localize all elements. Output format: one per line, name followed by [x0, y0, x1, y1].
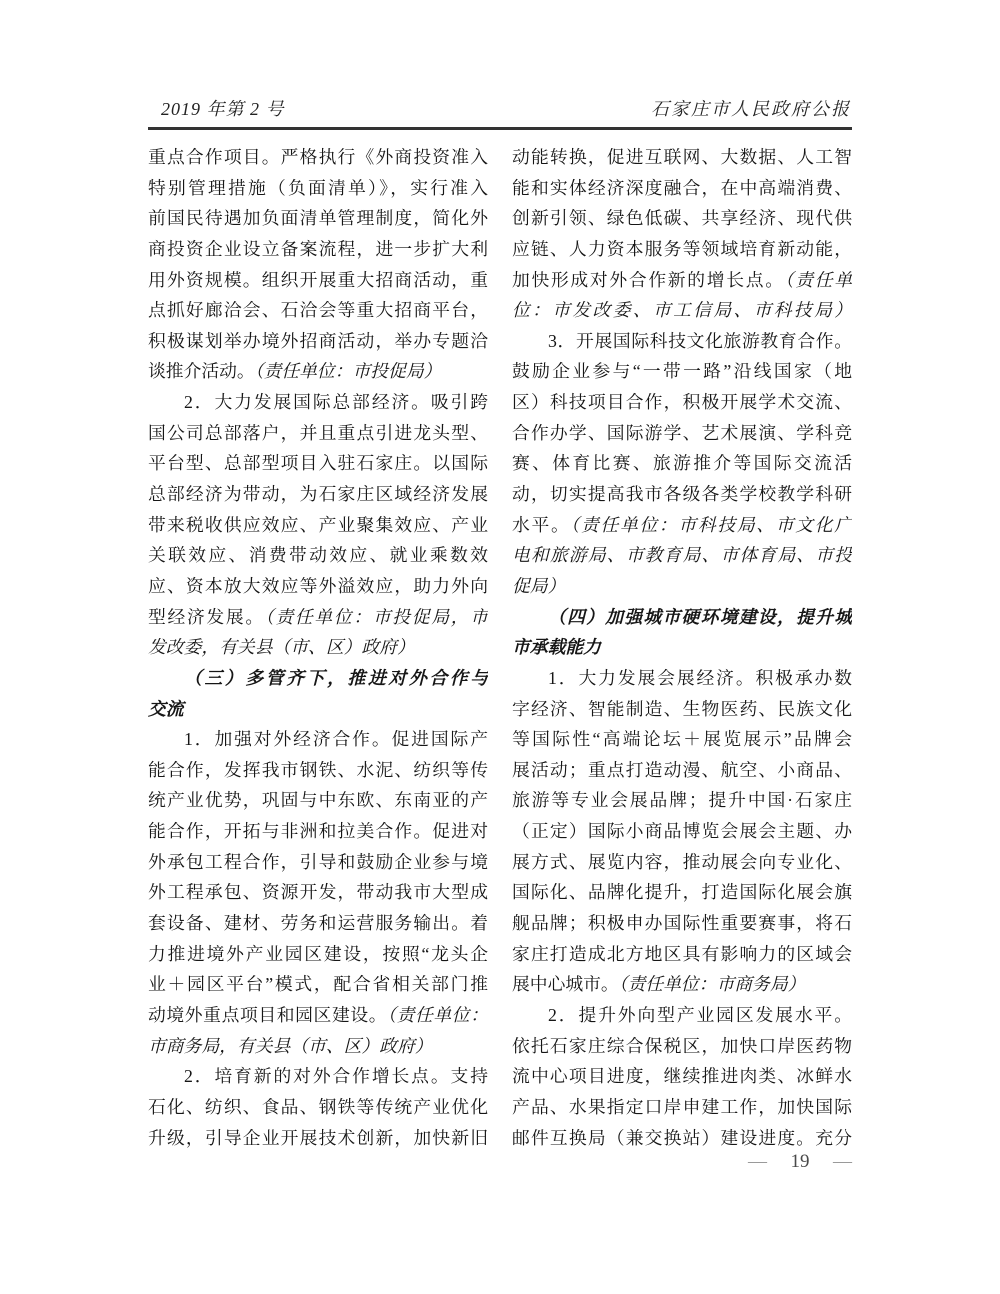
text-line — [148, 877, 488, 908]
body-text-segment: 动，切实提高我市各级各类学校教学科研 — [512, 484, 852, 505]
header-issue-label: 2019 年第 2 号 — [161, 99, 285, 119]
kai-text-segment: （责任单位：市商务局） — [618, 974, 806, 995]
kai-text-segment: 位：市发改委、市工信局、市科技局） — [512, 300, 852, 321]
body-text-segment: 特别管理措施（负面清单）》，实行准入 — [148, 177, 488, 198]
body-text-segment: 用外资规模。组织开展重大招商活动，重 — [148, 269, 488, 290]
body-text-segment: 套设备、建材、劳务和运营服务输出。着 — [148, 913, 488, 934]
text-line — [148, 908, 488, 939]
text-line — [512, 1000, 852, 1031]
text-line — [148, 295, 488, 326]
body-text-segment: 业＋园区平台”模式，配合省相关部门推 — [148, 974, 488, 995]
text-line — [148, 724, 488, 755]
text-line — [512, 142, 852, 173]
text-line — [512, 1031, 852, 1062]
text-line — [512, 510, 852, 541]
footer-page-number — [748, 1150, 852, 1174]
page-number-value: 19 — [790, 1151, 810, 1172]
body-text-segment: 带来税收供应效应、产业聚集效应、产业 — [148, 514, 488, 535]
kai-text-segment: （四）加强城市硬环境建设，提升城 — [548, 606, 852, 627]
body-text-segment: 国公司总部落户，并且重点引进龙头型、 — [148, 422, 488, 443]
body-text-segment: 展中心城市。 — [512, 974, 619, 995]
text-line — [512, 418, 852, 449]
body-text-segment: 国际化、品牌化提升，打造国际化展会旗 — [512, 882, 852, 903]
text-line — [148, 326, 488, 357]
body-text-segment: 等国际性“高端论坛＋展览展示”品牌会 — [512, 729, 852, 750]
text-line — [148, 173, 488, 204]
text-line — [512, 939, 852, 970]
kai-text-segment: （责任单位：市投促局，市 — [264, 606, 488, 627]
text-line — [148, 356, 488, 387]
text-line — [148, 694, 488, 725]
body-text-segment: 平台型、总部型项目入驻石家庄。以国际 — [148, 453, 488, 474]
kai-text-segment: （责任单 — [784, 269, 852, 290]
body-text-segment: 能和实体经济深度融合，在中高端消费、 — [512, 177, 852, 198]
body-text-segment: 点抓好廊洽会、石洽会等重大招商平台， — [148, 300, 488, 321]
header-gazette-title: 石家庄市人民政府公报 — [651, 99, 851, 119]
body-text-segment: 力推进境外产业园区建设，按照“龙头企 — [148, 943, 488, 964]
text-line — [512, 877, 852, 908]
body-text-segment: 谈推介活动。 — [148, 361, 255, 382]
body-text-segment: 能合作，发挥我市钢铁、水泥、纺织等传 — [148, 759, 488, 780]
text-line — [148, 632, 488, 663]
body-text-segment: 能合作，开拓与非洲和拉美合作。促进对 — [148, 821, 488, 842]
body-text-segment: 展方式、展览内容，推动展会向专业化、 — [512, 851, 852, 872]
text-line — [512, 632, 852, 663]
text-line — [512, 602, 852, 633]
kai-text-segment: 促局） — [512, 575, 566, 596]
text-line — [512, 969, 852, 1000]
text-line — [148, 540, 488, 571]
body-text-segment: 旅游等专业会展品牌；提升中国·石家庄 — [512, 790, 852, 811]
text-line — [512, 816, 852, 847]
text-line — [148, 234, 488, 265]
body-text-segment: 外工程承包、资源开发，带动我市大型成 — [148, 882, 488, 903]
kai-text-segment: （责任单位：市科技局、市文化广 — [570, 514, 852, 535]
body-text-segment: 动能转换，促进互联网、大数据、人工智 — [512, 147, 852, 167]
body-text-segment: 重点合作项目。严格执行《外商投资准入 — [148, 147, 488, 167]
text-line — [512, 1061, 852, 1092]
text-line — [148, 1000, 488, 1031]
text-line — [148, 479, 488, 510]
text-line — [148, 1031, 488, 1062]
kai-text-segment: 市商务局，有关县（市、区）政府） — [148, 1035, 433, 1056]
text-line — [148, 755, 488, 786]
body-text-segment: 动境外重点项目和园区建设。 — [148, 1004, 388, 1025]
text-line — [512, 234, 852, 265]
body-text-segment: 2．提升外向型产业园区发展水平。 — [548, 1004, 852, 1025]
text-line — [148, 939, 488, 970]
body-text-segment: 统产业优势，巩固与中东欧、东南亚的产 — [148, 790, 488, 811]
text-column-right — [512, 142, 852, 1153]
kai-text-segment: 电和旅游局、市教育局、市体育局、市投 — [512, 545, 852, 566]
text-line — [148, 203, 488, 234]
body-text-segment: 字经济、智能制造、生物医药、民族文化 — [512, 698, 852, 719]
body-text-segment: （正定）国际小商品博览会展会主题、办 — [512, 821, 852, 842]
text-line — [512, 847, 852, 878]
text-line — [148, 785, 488, 816]
text-line — [512, 785, 852, 816]
body-text-segment: 外承包工程合作，引导和鼓励企业参与境 — [148, 851, 488, 872]
text-line — [512, 387, 852, 418]
text-line — [512, 724, 852, 755]
page-number-dash-right: — — [833, 1151, 852, 1172]
body-text-segment: 加快形成对外合作新的增长点。 — [512, 269, 785, 290]
body-text-segment: 产品、水果指定口岸申建工作，加快国际 — [512, 1096, 852, 1117]
text-line — [148, 265, 488, 296]
text-line — [512, 173, 852, 204]
text-column-left — [148, 142, 488, 1153]
kai-text-segment: （三）多管齐下，推进对外合作与 — [184, 667, 488, 688]
text-line — [512, 755, 852, 786]
text-line — [148, 602, 488, 633]
text-line — [148, 1092, 488, 1123]
body-text-segment: 石化、纺织、食品、钢铁等传统产业优化 — [148, 1096, 488, 1117]
kai-text-segment: （责任单位： — [387, 1004, 488, 1025]
text-line — [148, 847, 488, 878]
body-text-segment: 应链、人力资本服务等领域培育新动能， — [512, 238, 852, 259]
text-line — [148, 142, 488, 173]
body-text-segment: 关联效应、消费带动效应、就业乘数效 — [148, 545, 488, 566]
text-line — [512, 694, 852, 725]
body-text-segment: 流中心项目进度，继续推进肉类、冰鲜水 — [512, 1066, 852, 1087]
text-line — [512, 1092, 852, 1123]
text-line — [148, 571, 488, 602]
text-line — [512, 1123, 852, 1154]
text-line — [148, 387, 488, 418]
text-line — [512, 203, 852, 234]
body-text-segment: 积极谋划举办境外招商活动，举办专题洽 — [148, 330, 488, 351]
body-text-segment: 合作办学、国际游学、艺术展演、学科竞 — [512, 422, 852, 443]
text-line — [148, 969, 488, 1000]
text-line — [512, 448, 852, 479]
body-text-segment: 依托石家庄综合保税区，加快口岸医药物 — [512, 1035, 852, 1056]
text-line — [148, 663, 488, 694]
page-number-dash-left: — — [748, 1151, 767, 1172]
text-line — [512, 295, 852, 326]
text-line — [512, 326, 852, 357]
header-divider-rule — [148, 127, 852, 130]
text-line — [148, 816, 488, 847]
body-text-segment: 前国民待遇加负面清单管理制度，简化外 — [148, 208, 488, 229]
body-text-segment: 型经济发展。 — [148, 606, 265, 627]
body-text-segment: 邮件互换局（兼交换站）建设进度。充分 — [512, 1127, 852, 1148]
body-text-segment: 展活动；重点打造动漫、航空、小商品、 — [512, 759, 852, 780]
body-text-segment: 升级，引导企业开展技术创新，加快新旧 — [148, 1127, 488, 1148]
text-line — [512, 356, 852, 387]
body-text-segment: 家庄打造成北方地区具有影响力的区域会 — [512, 943, 852, 964]
kai-text-segment: 市承载能力 — [512, 637, 601, 658]
body-text-segment: 1．加强对外经济合作。促进国际产 — [184, 729, 488, 750]
kai-text-segment: 发改委，有关县（市、区）政府） — [148, 637, 415, 658]
body-text-segment: 2．大力发展国际总部经济。吸引跨 — [184, 392, 488, 413]
text-line — [148, 448, 488, 479]
body-text-segment: 鼓励企业参与“一带一路”沿线国家（地 — [512, 361, 852, 382]
text-line — [512, 265, 852, 296]
body-text-segment: 区）科技项目合作，积极开展学术交流、 — [512, 392, 852, 413]
text-line — [148, 1123, 488, 1154]
body-text-segment: 2．培育新的对外合作增长点。支持 — [184, 1066, 488, 1087]
kai-text-segment: （责任单位：市投促局） — [254, 361, 442, 382]
body-text-segment: 总部经济为带动，为石家庄区域经济发展 — [148, 484, 488, 505]
text-line — [512, 908, 852, 939]
body-text-segment: 1．大力发展会展经济。积极承办数 — [548, 667, 852, 688]
body-text-segment: 创新引领、绿色低碳、共享经济、现代供 — [512, 208, 852, 229]
text-line — [148, 1061, 488, 1092]
body-text-segment: 应、资本放大效应等外溢效应，助力外向 — [148, 575, 488, 596]
text-line — [512, 479, 852, 510]
text-line — [148, 418, 488, 449]
body-text-segment: 3．开展国际科技文化旅游教育合作。 — [548, 330, 852, 351]
body-text-segment: 舰品牌；积极申办国际性重要赛事，将石 — [512, 913, 852, 934]
text-line — [512, 663, 852, 694]
text-line — [512, 540, 852, 571]
kai-text-segment: 交流 — [148, 698, 184, 719]
body-text-segment: 水平。 — [512, 514, 571, 535]
body-text-segment: 赛、体育比赛、旅游推介等国际交流活 — [512, 453, 852, 474]
text-line — [512, 571, 852, 602]
body-text-segment: 商投资企业设立备案流程，进一步扩大利 — [148, 238, 488, 259]
text-line — [148, 510, 488, 541]
